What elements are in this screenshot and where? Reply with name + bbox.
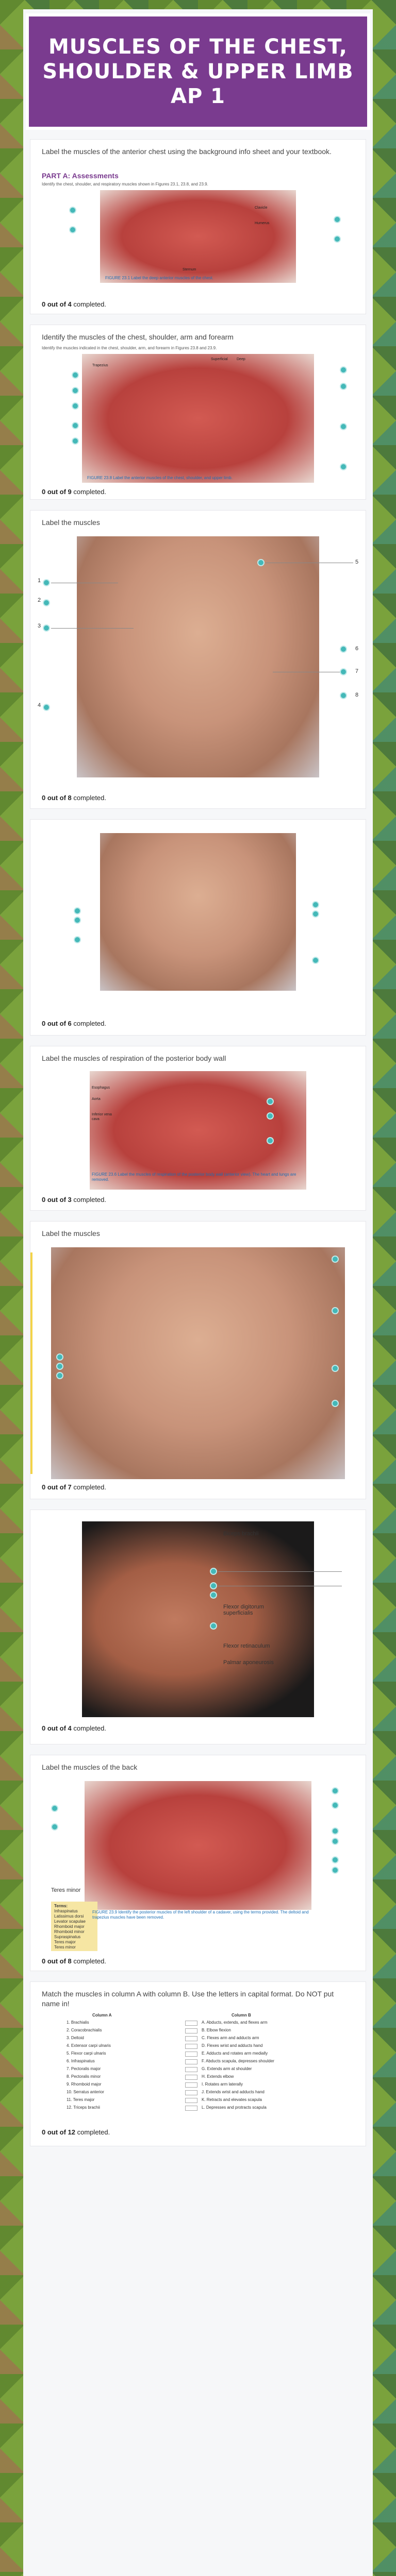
label-hotspot[interactable] bbox=[334, 235, 341, 243]
answer-input[interactable] bbox=[185, 2082, 197, 2088]
question-card-7 bbox=[30, 1510, 366, 1744]
column-b-item: K. Retracts and elevates scapula bbox=[202, 2097, 262, 2102]
term-item: Infraspinatus bbox=[54, 1909, 78, 1913]
figure-label: Aorta bbox=[92, 1097, 101, 1101]
label-hotspot[interactable] bbox=[332, 1838, 339, 1845]
question-card-5 bbox=[30, 1046, 366, 1211]
question-prompt: Identify the muscles of the chest, shoulder, arm and forearm bbox=[42, 333, 234, 341]
label-hotspot[interactable] bbox=[43, 579, 50, 586]
column-a-item: 10. Serratus anterior bbox=[67, 2090, 104, 2094]
column-a-item: 1. Brachialis bbox=[67, 2020, 89, 2025]
completion-status: 0 out of 4 completed. bbox=[42, 300, 106, 308]
hotspot-number: 8 bbox=[355, 692, 359, 698]
column-b-item: D. Flexes wrist and adducts hand bbox=[202, 2043, 263, 2048]
label-hotspot[interactable] bbox=[267, 1098, 274, 1105]
label-hotspot[interactable] bbox=[43, 704, 50, 711]
column-a-item: 9. Rhomboid major bbox=[67, 2082, 102, 2087]
question-card-2 bbox=[30, 325, 366, 500]
hotspot-number: 5 bbox=[355, 559, 359, 565]
question-card-1 bbox=[30, 139, 366, 314]
posterior-body-wall-image bbox=[90, 1071, 306, 1190]
hotspot-number: 4 bbox=[38, 702, 41, 708]
forearm-hand-photo bbox=[82, 1521, 314, 1717]
label-hotspot[interactable] bbox=[51, 1805, 58, 1812]
term-item: Rhomboid minor bbox=[54, 1929, 85, 1934]
chest-arm-muscle-image bbox=[82, 354, 314, 483]
answer-input[interactable] bbox=[185, 2098, 197, 2103]
label-hotspot[interactable] bbox=[332, 1256, 339, 1263]
answer-input[interactable] bbox=[185, 2052, 197, 2057]
hotspot-number: 2 bbox=[38, 597, 41, 603]
completion-status: 0 out of 3 completed. bbox=[42, 1196, 106, 1204]
label-hotspot[interactable] bbox=[56, 1353, 63, 1361]
completion-status: 0 out of 9 completed. bbox=[42, 488, 106, 496]
figure-label: Flexor retinaculum bbox=[223, 1643, 270, 1649]
column-b-item: I. Rotates arm laterally bbox=[202, 2082, 243, 2087]
answer-input[interactable] bbox=[185, 2036, 197, 2041]
question-prompt: Label the muscles of the anterior chest using the background info sheet and your textbook. bbox=[42, 147, 332, 156]
answer-input[interactable] bbox=[185, 2067, 197, 2072]
completion-status: 0 out of 6 completed. bbox=[42, 1020, 106, 1027]
column-b-item: C. Flexes arm and adducts arm bbox=[202, 2036, 259, 2040]
label-hotspot[interactable] bbox=[72, 437, 79, 445]
figure-instruction: Identify the muscles indicated in the chest, shoulder, arm, and forearm in Figures 23.8 and 23.9. bbox=[42, 346, 217, 350]
column-a-header: Column A bbox=[92, 2013, 112, 2018]
label-hotspot[interactable] bbox=[340, 668, 347, 675]
label-hotspot[interactable] bbox=[51, 1823, 58, 1831]
figure-label: Flexor digitorum superficialis bbox=[223, 1604, 264, 1616]
figure-caption: FIGURE 23.1 Label the deep anterior muscles of the chest. bbox=[105, 276, 213, 280]
column-b-item: E. Adducts and rotates arm medially bbox=[202, 2051, 268, 2056]
figure-label: Teres minor bbox=[51, 1887, 81, 1893]
column-a-item: 3. Deltoid bbox=[67, 2036, 84, 2040]
question-card-4 bbox=[30, 819, 366, 1036]
column-b-header: Column B bbox=[232, 2013, 251, 2018]
question-prompt: Label the muscles of respiration of the posterior body wall bbox=[42, 1054, 226, 1062]
figure-label: Palmar aponeurosis bbox=[223, 1659, 274, 1666]
label-hotspot[interactable] bbox=[340, 383, 347, 390]
label-hotspot[interactable] bbox=[332, 1802, 339, 1809]
question-card-6 bbox=[30, 1221, 366, 1499]
column-b-item: A. Abducts, extends, and flexes arm bbox=[202, 2020, 268, 2025]
hotspot-number: 3 bbox=[38, 623, 41, 629]
label-hotspot[interactable] bbox=[332, 1787, 339, 1794]
anterior-chest-image bbox=[100, 190, 296, 283]
term-item: Teres major bbox=[54, 1940, 76, 1944]
label-hotspot[interactable] bbox=[267, 1137, 274, 1144]
figure-caption: FIGURE 23.9 Identify the posterior muscles of the left shoulder of a cadaver, using the terms provided. The deltoid and trapezius muscles have been removed. bbox=[92, 1910, 309, 1920]
completion-status: 0 out of 7 completed. bbox=[42, 1483, 106, 1491]
label-hotspot[interactable] bbox=[312, 910, 319, 918]
label-hotspot[interactable] bbox=[332, 1400, 339, 1407]
question-prompt: Match the muscles in column A with column B. Use the letters in capital format. Do NOT put name in! bbox=[42, 1990, 334, 2008]
question-prompt: Label the muscles bbox=[42, 1229, 100, 1238]
figure-label: Sternum bbox=[183, 268, 196, 272]
label-hotspot[interactable] bbox=[74, 936, 81, 943]
label-hotspot[interactable] bbox=[257, 559, 265, 566]
column-a-item: 12. Triceps brachii bbox=[67, 2105, 100, 2110]
column-b-item: L. Depresses and protracts scapula bbox=[202, 2105, 267, 2110]
answer-input[interactable] bbox=[185, 2059, 197, 2064]
label-hotspot[interactable] bbox=[340, 692, 347, 699]
column-a-item: 11. Teres major bbox=[67, 2097, 95, 2102]
completion-status: 0 out of 12 completed. bbox=[42, 2128, 110, 2136]
answer-input[interactable] bbox=[185, 2028, 197, 2033]
answer-input[interactable] bbox=[185, 2075, 197, 2080]
title-banner bbox=[26, 13, 370, 130]
figure-label: Trapezius bbox=[92, 364, 108, 367]
label-hotspot[interactable] bbox=[332, 1827, 339, 1835]
column-a-item: 2. Coracobrachialis bbox=[67, 2028, 102, 2032]
label-hotspot[interactable] bbox=[332, 1867, 339, 1874]
column-b-item: J. Extends wrist and adducts hand bbox=[202, 2090, 265, 2094]
question-card-3 bbox=[30, 510, 366, 809]
figure-label: Humerus bbox=[255, 222, 270, 225]
answer-input[interactable] bbox=[185, 2044, 197, 2049]
label-hotspot[interactable] bbox=[332, 1365, 339, 1372]
label-hotspot[interactable] bbox=[312, 901, 319, 908]
posterior-shoulder-cadaver-image bbox=[85, 1781, 311, 1910]
figure-label: Inferior vena cava bbox=[92, 1113, 112, 1121]
term-item: Supraspinatus bbox=[54, 1935, 81, 1939]
label-hotspot[interactable] bbox=[74, 917, 81, 924]
question-card-8 bbox=[30, 1755, 366, 1971]
completion-status: 0 out of 8 completed. bbox=[42, 1957, 106, 1965]
label-hotspot[interactable] bbox=[72, 422, 79, 429]
column-a-item: 8. Pectoralis minor bbox=[67, 2074, 101, 2079]
column-a-item: 4. Extensor carpi ulnaris bbox=[67, 2043, 111, 2048]
question-card-9 bbox=[30, 1981, 366, 2146]
label-hotspot[interactable] bbox=[43, 599, 50, 606]
arm-shoulder-photo bbox=[51, 1247, 345, 1479]
completion-status: 0 out of 4 completed. bbox=[42, 1724, 106, 1732]
column-b-item: H. Extends elbow bbox=[202, 2074, 234, 2079]
label-hotspot[interactable] bbox=[210, 1568, 217, 1575]
column-a-item: 5. Flexor carpi ulnaris bbox=[67, 2051, 106, 2056]
label-hotspot[interactable] bbox=[340, 366, 347, 374]
part-heading: PART A: Assessments bbox=[42, 172, 119, 180]
term-item: Rhomboid major bbox=[54, 1924, 85, 1929]
term-item: Latissimus dorsi bbox=[54, 1914, 84, 1919]
label-hotspot[interactable] bbox=[267, 1112, 274, 1120]
label-hotspot[interactable] bbox=[69, 207, 76, 214]
page-title: MUSCLES OF THE CHEST, SHOULDER & UPPER LIMB AP 1 bbox=[42, 35, 354, 108]
question-prompt: Label the muscles bbox=[42, 518, 100, 527]
label-hotspot[interactable] bbox=[340, 646, 347, 653]
hotspot-number: 7 bbox=[355, 668, 359, 674]
figure-caption: FIGURE 23.8 Label the anterior muscles of the chest, shoulder, and upper limb. bbox=[87, 476, 233, 480]
column-a-item: 7. Pectoralis major bbox=[67, 2066, 101, 2071]
figure-label: Esophagus bbox=[92, 1086, 110, 1090]
worksheet-page bbox=[23, 9, 373, 2576]
label-hotspot[interactable] bbox=[340, 463, 347, 470]
answer-input[interactable] bbox=[185, 2090, 197, 2095]
label-hotspot[interactable] bbox=[43, 624, 50, 632]
column-b-item: F. Abducts scapula, depresses shoulder bbox=[202, 2059, 274, 2063]
figure-label: Clavicle bbox=[255, 206, 268, 210]
figure-caption: FIGURE 23.6 Label the muscles of respiration of the posterior body wall (anterior view). The heart and lungs are removed. bbox=[92, 1172, 296, 1182]
completion-status: 0 out of 8 completed. bbox=[42, 794, 106, 802]
column-b-item: G. Extends arm at shoulder bbox=[202, 2066, 252, 2071]
label-hotspot[interactable] bbox=[210, 1582, 217, 1589]
column-b-item: B. Elbow flexion bbox=[202, 2028, 231, 2032]
label-hotspot[interactable] bbox=[334, 216, 341, 223]
label-hotspot[interactable] bbox=[332, 1856, 339, 1863]
answer-input[interactable] bbox=[185, 2106, 197, 2111]
label-hotspot[interactable] bbox=[56, 1372, 63, 1379]
answer-input[interactable] bbox=[185, 2021, 197, 2026]
label-hotspot[interactable] bbox=[72, 387, 79, 394]
hotspot-number: 1 bbox=[38, 578, 41, 584]
label-hotspot[interactable] bbox=[332, 1307, 339, 1314]
matching-table bbox=[30, 1982, 367, 2147]
label-hotspot[interactable] bbox=[340, 423, 347, 430]
column-a-item: 6. Infraspinatus bbox=[67, 2059, 95, 2063]
label-hotspot[interactable] bbox=[312, 957, 319, 964]
label-hotspot[interactable] bbox=[69, 226, 76, 233]
figure-instruction: Identify the chest, shoulder, and respiratory muscles shown in Figures 23.1, 23.8, and 23.9. bbox=[42, 182, 208, 187]
label-hotspot[interactable] bbox=[210, 1591, 217, 1599]
label-hotspot[interactable] bbox=[72, 402, 79, 410]
hotspot-number: 6 bbox=[355, 646, 359, 652]
label-hotspot[interactable] bbox=[210, 1622, 217, 1630]
term-item: Teres minor bbox=[54, 1945, 76, 1950]
figure-label: Superficial bbox=[211, 358, 228, 361]
terms-box: Terms: Infraspinatus Latissimus dorsi Levator scapulae Rhomboid major Rhomboid minor Supraspinatus Teres major Teres minor bbox=[51, 1902, 97, 1951]
term-item: Levator scapulae bbox=[54, 1919, 86, 1924]
figure-label: Deep bbox=[237, 358, 245, 361]
label-hotspot[interactable] bbox=[72, 371, 79, 379]
label-hotspot[interactable] bbox=[56, 1363, 63, 1370]
question-prompt: Label the muscles of the back bbox=[42, 1763, 138, 1771]
male-torso-photo bbox=[77, 536, 319, 777]
label-hotspot[interactable] bbox=[74, 907, 81, 914]
figure-label: Biceps brachii bbox=[223, 1531, 259, 1537]
male-back-photo bbox=[100, 833, 296, 991]
